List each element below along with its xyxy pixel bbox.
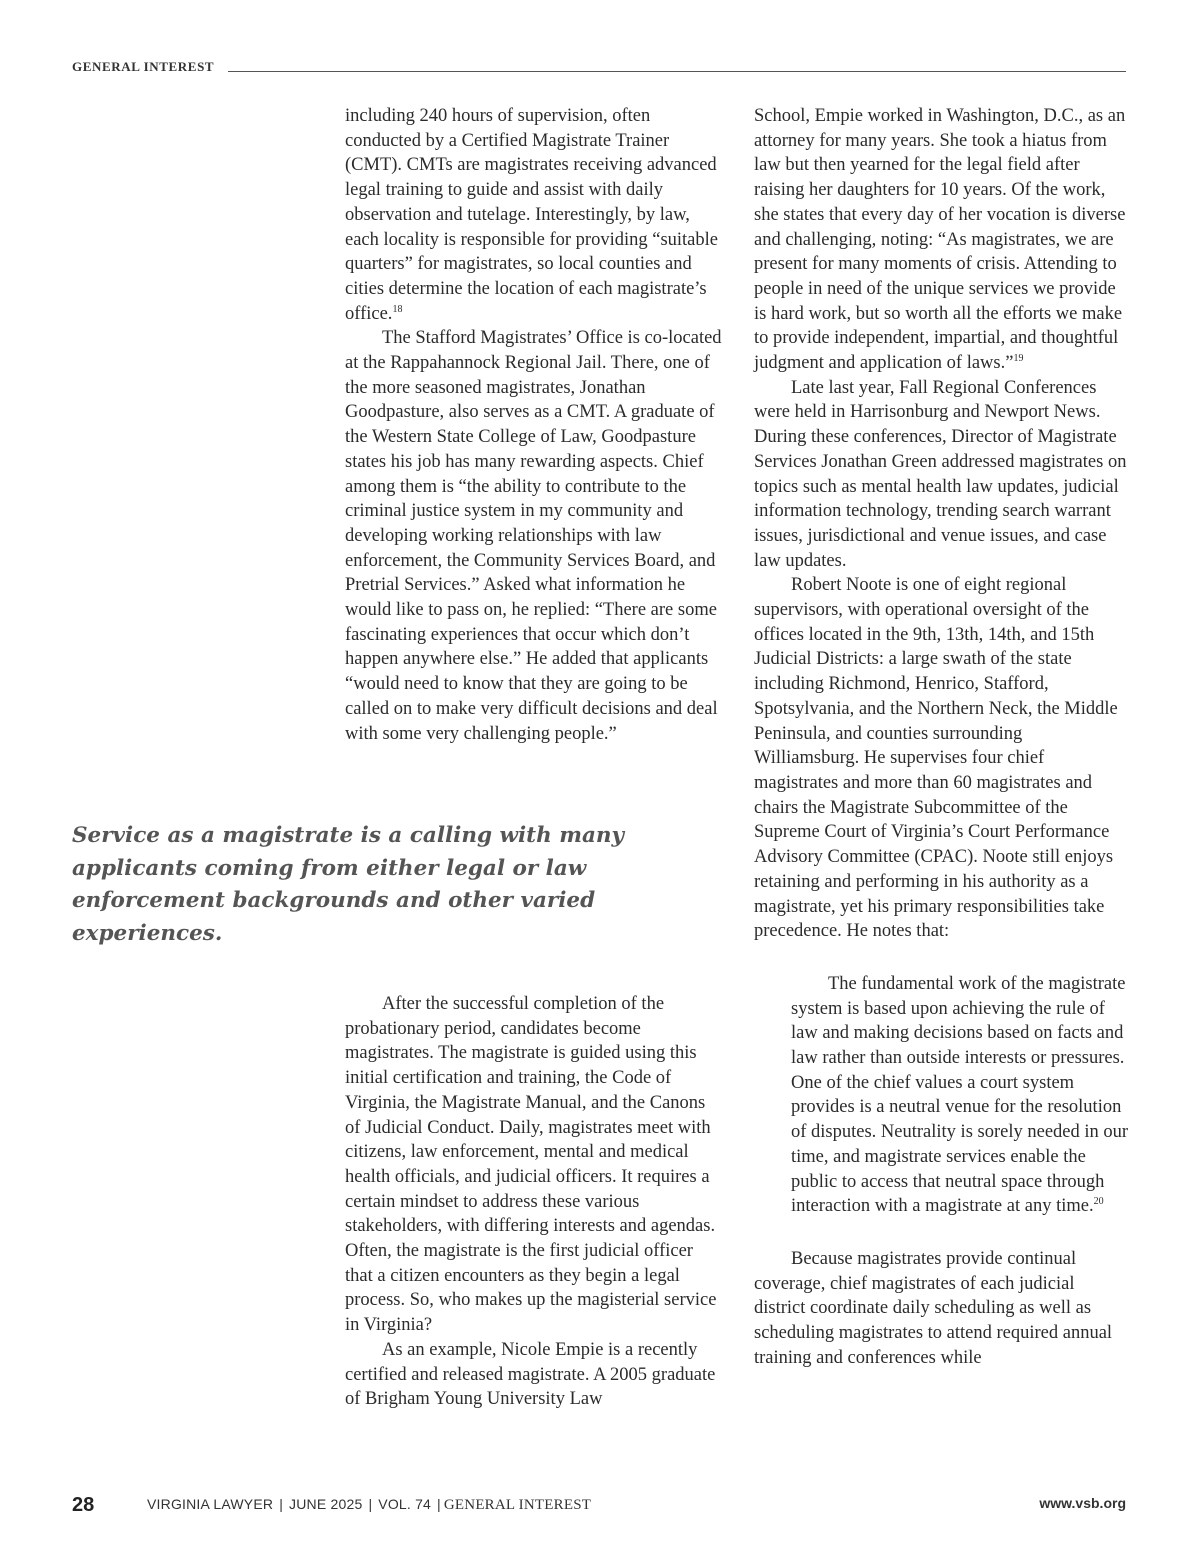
- paragraph: School, Empie worked in Washington, D.C., as an attorney for many years. She took a hiatus from law but then yearned for the legal field after raising her daughters for 10 years. Of the work, she states that every day of her vocation is diverse and challenging, noting: “As magistrates, we are present for many moments of crisis. Attending to people in need of the unique services we provide is hard work, but so worth all the efforts we make to provide independent, impartial, and thoughtful judgment and application of laws.”$^{19}$: [754, 106, 1126, 374]
- paragraph: Late last year, Fall Regional Conferences were held in Harrisonburg and Newport News. During these conferences, Director of Magistrate Services Jonathan Green addressed magistrates on topics such as mental health law updates, judicial information technology, trending search warrant issues, jurisdictional and venue issues, and case law updates.: [754, 377, 1127, 571]
- block-quote: [791, 972, 1130, 1219]
- folio-separator: |: [368, 1496, 373, 1512]
- folio-separator: |: [279, 1496, 284, 1512]
- paragraph: As an example, Nicole Empie is a recently certified and released magistrate. A 2005 graduate of Brigham Young University Law: [345, 1339, 716, 1410]
- block-quote-text: The fundamental work of the magistrate system is based upon achieving the rule of law and making decisions based on facts and law rather than outside interests or pressures. One of the chief values a court system provides is a neutral venue for the resolution of disputes. Neutrality is sorely needed in our time, and magistrate services enable the public to access that neutral space through interaction with a magistrate at any time.$^{20}$: [791, 973, 1129, 1217]
- footnote-ref[interactable]: 20: [1093, 1196, 1104, 1208]
- paragraph: The Stafford Magistrates’ Office is co-located at the Rappahannock Regional Jail. There, one of the more seasoned magistrates, Jonathan Goodpasture, also serves as a CMT. A graduate of the Western State College of Law, Goodpasture states his job has many rewarding aspects. Chief among them is “the ability to contribute to the criminal justice system in my community and developing working relationships with law enforcement, the Community Services Board, and Pretrial Services.” Asked what information he would like to pass on, he replied: “There are some fascinating experiences that occur which don’t happen anywhere else.” He added that applicants “would need to know that they are going to be called on to make very difficult decisions and deal with some very challenging people.”: [345, 328, 722, 744]
- folio-line: [147, 1496, 591, 1514]
- pull-quote: Service as a magistrate is a calling with many applicants coming from either legal or law enforcement backgrounds and other varied experiences.: [72, 823, 625, 946]
- paragraph: After the successful completion of the probationary period, candidates become magistrates. The magistrate is guided using this initial certification and training, the Code of Virginia, the Magistrate Manual, and the Canons of Judicial Conduct. Daily, magistrates meet with citizens, law enforcement, mental and medical health officials, and judicial officers. It requires a certain mindset to address these various stakeholders, with differing interests and agendas. Often, the magistrate is the first judicial officer that a citizen encounters as they begin a legal process. So, who makes up the magisterial service in Virginia?: [345, 994, 717, 1336]
- publication-name: VIRGINIA LAWYER: [147, 1496, 274, 1512]
- paragraph: Because magistrates provide continual coverage, chief magistrates of each judicial district coordinate daily scheduling as well as scheduling magistrates to attend required annual training and conferences while: [754, 1248, 1113, 1368]
- article-column-right: [754, 104, 1130, 1370]
- header-rule: [228, 71, 1126, 72]
- volume: VOL. 74: [378, 1496, 432, 1512]
- folio-separator: |: [437, 1496, 441, 1512]
- website-link[interactable]: www.vsb.org: [1039, 1495, 1126, 1511]
- article-column-middle-top: [345, 104, 723, 746]
- footnote-ref[interactable]: 18: [392, 303, 403, 315]
- section-label: GENERAL INTEREST: [72, 59, 215, 74]
- footnote-ref[interactable]: 19: [1013, 353, 1024, 365]
- folio-section: GENERAL INTEREST: [443, 1497, 592, 1513]
- issue-date: JUNE 2025: [289, 1496, 363, 1512]
- page-number: 28: [72, 1494, 95, 1516]
- paragraph: including 240 hours of supervision, often conducted by a Certified Magistrate Trainer (CMT). CMTs are magistrates receiving advanced legal training to guide and assist with daily observation and tutelage. Interestingly, by law, each locality is responsible for providing “suitable quarters” for magistrates, so local counties and cities determine the location of each magistrate’s office.$^{18}$: [345, 106, 718, 324]
- article-column-middle-bottom: [345, 992, 723, 1412]
- paragraph: Robert Noote is one of eight regional supervisors, with operational oversight of the offices located in the 9th, 13th, 14th, and 15th Judicial Districts: a large swath of the state including Richmond, Henrico, Stafford, Spotsylvania, and the Northern Neck, the Middle Peninsula, and counties surrounding Williamsburg. He supervises four chief magistrates and more than 60 magistrates and chairs the Magistrate Subcommittee of the Supreme Court of Virginia’s Court Performance Advisory Committee (CPAC). Noote still enjoys retaining and performing in his authority as a magistrate, yet his primary responsibilities take precedence. He notes that:: [754, 575, 1118, 942]
